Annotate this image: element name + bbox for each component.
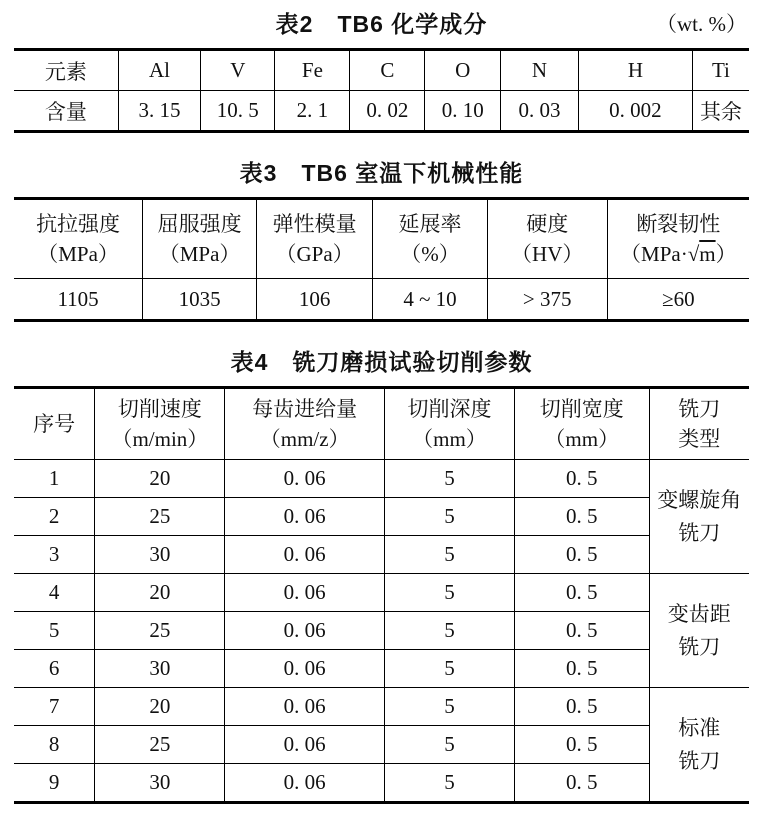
t3-header-name: 硬度 [526, 211, 569, 236]
table2-chemical-composition [14, 48, 749, 133]
t4-cutter-type-group-2 [649, 574, 749, 688]
table3-mechanical-properties [14, 197, 749, 322]
table2-header-row [14, 50, 749, 91]
t4-header-line: 切削深度 [407, 396, 492, 421]
table2-title: 表2 TB6 化学成分 [275, 11, 488, 37]
t4-header-line: 铣刀 [678, 396, 721, 421]
t4-header-cell-cutter-type [649, 388, 749, 460]
t4-header-line: 序号 [33, 411, 76, 436]
t3-header-unit-sqrt: （MPa·√m） [620, 242, 737, 266]
t3-header-cell [487, 199, 607, 279]
t3-header-unit: （%） [400, 242, 460, 266]
t2-header-cell: Ti [692, 50, 749, 91]
t4-cell-width: 0. 5 [515, 536, 650, 574]
t3-header-unit: （GPa） [275, 242, 354, 266]
table4-row [14, 612, 749, 650]
t4-header-cell [95, 388, 225, 460]
table4-title: 表4 铣刀磨损试验切削参数 [230, 349, 533, 375]
t3-value-cell: 106 [257, 279, 373, 321]
t3-header-cell [373, 199, 488, 279]
t3-value-cell: 1105 [14, 279, 143, 321]
t4-cell-depth: 5 [384, 574, 514, 612]
t4-cell-speed: 25 [95, 612, 225, 650]
table3-caption-row [14, 157, 749, 189]
t2-value-cell: 0. 002 [578, 91, 692, 132]
t2-header-cell: O [425, 50, 501, 91]
table2-unit-note: （wt. %） [656, 12, 747, 36]
t4-cell-feed: 0. 06 [225, 688, 384, 726]
t4-group-line: 变螺旋角 [657, 487, 742, 512]
t3-header-unit: （MPa） [37, 242, 119, 266]
table4-row [14, 726, 749, 764]
t4-cell-no: 1 [14, 460, 95, 498]
table2-value-row [14, 91, 749, 132]
table2-caption-row [14, 8, 749, 40]
t4-cell-no: 3 [14, 536, 95, 574]
t2-value-cell: 3. 15 [118, 91, 200, 132]
t4-cell-speed: 25 [95, 726, 225, 764]
t4-cell-feed: 0. 06 [225, 460, 384, 498]
table4-cutting-parameters [14, 386, 749, 804]
t4-cell-depth: 5 [384, 688, 514, 726]
t4-cutter-type-group-1 [649, 460, 749, 574]
t4-cell-speed: 20 [95, 460, 225, 498]
t4-header-line: （mm） [412, 427, 487, 451]
t4-cell-speed: 30 [95, 764, 225, 803]
t2-header-cell: C [350, 50, 425, 91]
t4-header-cell [515, 388, 650, 460]
t4-header-cell [225, 388, 384, 460]
t4-header-line: （mm/z） [259, 427, 350, 451]
t4-cell-width: 0. 5 [515, 650, 650, 688]
t4-group-line: 标准 [678, 715, 721, 740]
t4-header-line: 切削宽度 [539, 396, 624, 421]
t4-cell-no: 7 [14, 688, 95, 726]
t3-header-name: 断裂韧性 [636, 211, 721, 236]
t4-cell-feed: 0. 06 [225, 726, 384, 764]
table3-title: 表3 TB6 室温下机械性能 [239, 160, 524, 186]
t4-cell-width: 0. 5 [515, 688, 650, 726]
t4-cell-width: 0. 5 [515, 764, 650, 803]
t2-value-cell: 0. 03 [501, 91, 579, 132]
t4-cell-no: 4 [14, 574, 95, 612]
t4-cell-width: 0. 5 [515, 726, 650, 764]
t4-header-line: 切削速度 [117, 396, 202, 421]
t4-header-line: 类型 [678, 427, 721, 451]
t3-value-cell: 1035 [143, 279, 257, 321]
t4-group-line: 变齿距 [667, 601, 731, 626]
t4-cell-feed: 0. 06 [225, 612, 384, 650]
table3-header-row [14, 199, 749, 279]
table4-row [14, 460, 749, 498]
t4-cell-feed: 0. 06 [225, 650, 384, 688]
t2-header-cell: Fe [275, 50, 350, 91]
t2-header-cell: Al [118, 50, 200, 91]
t4-cell-depth: 5 [384, 536, 514, 574]
t2-value-cell: 10. 5 [201, 91, 275, 132]
t2-value-cell: 其余 [692, 91, 749, 132]
t4-cell-speed: 25 [95, 498, 225, 536]
t4-cell-width: 0. 5 [515, 498, 650, 536]
t4-cell-no: 6 [14, 650, 95, 688]
t3-value-cell: ≥60 [607, 279, 749, 321]
t3-header-name: 延展率 [398, 211, 462, 236]
t4-cell-depth: 5 [384, 650, 514, 688]
t4-cell-speed: 20 [95, 574, 225, 612]
t3-header-name: 屈服强度 [157, 211, 242, 236]
t4-header-line: （m/min） [111, 427, 209, 451]
t4-cell-depth: 5 [384, 764, 514, 803]
t2-header-cell: V [201, 50, 275, 91]
t4-group-line: 铣刀 [678, 748, 721, 773]
t3-header-name: 抗拉强度 [36, 211, 121, 236]
table4-row [14, 764, 749, 803]
t4-cutter-type-group-3 [649, 688, 749, 803]
t4-cell-depth: 5 [384, 726, 514, 764]
table3-value-row [14, 279, 749, 321]
t2-value-cell: 0. 02 [350, 91, 425, 132]
t4-cell-feed: 0. 06 [225, 536, 384, 574]
t4-cell-no: 2 [14, 498, 95, 536]
t4-cell-speed: 30 [95, 536, 225, 574]
t3-header-cell-fracture-toughness [607, 199, 749, 279]
t4-cell-width: 0. 5 [515, 612, 650, 650]
t2-header-cell: 元素 [14, 50, 118, 91]
t4-cell-width: 0. 5 [515, 460, 650, 498]
t3-value-cell: > 375 [487, 279, 607, 321]
table4-caption-row [14, 346, 749, 378]
t3-header-cell [143, 199, 257, 279]
t4-header-line: 每齿进给量 [252, 396, 358, 421]
t4-header-line: （mm） [544, 427, 620, 451]
table4-row [14, 650, 749, 688]
t2-value-cell: 0. 10 [425, 91, 501, 132]
t2-header-cell: H [578, 50, 692, 91]
t4-cell-depth: 5 [384, 498, 514, 536]
t4-cell-no: 5 [14, 612, 95, 650]
t4-cell-no: 9 [14, 764, 95, 803]
t4-group-line: 铣刀 [678, 634, 721, 659]
t4-cell-width: 0. 5 [515, 574, 650, 612]
t3-header-name: 弹性模量 [272, 211, 357, 236]
t4-group-line: 铣刀 [678, 520, 721, 545]
t4-cell-speed: 30 [95, 650, 225, 688]
t4-cell-speed: 20 [95, 688, 225, 726]
t3-value-cell: 4 ~ 10 [373, 279, 488, 321]
table4-header-row [14, 388, 749, 460]
t4-cell-feed: 0. 06 [225, 574, 384, 612]
t4-cell-depth: 5 [384, 612, 514, 650]
table4-row [14, 536, 749, 574]
t3-header-cell [14, 199, 143, 279]
t3-header-cell [257, 199, 373, 279]
t3-header-unit: （HV） [511, 242, 584, 266]
t2-value-cell: 含量 [14, 91, 118, 132]
t4-cell-feed: 0. 06 [225, 764, 384, 803]
t2-header-cell: N [501, 50, 579, 91]
table4-row [14, 498, 749, 536]
t2-value-cell: 2. 1 [275, 91, 350, 132]
t4-header-cell [384, 388, 514, 460]
t3-header-unit: （MPa） [158, 242, 241, 266]
table4-row [14, 688, 749, 726]
t4-cell-no: 8 [14, 726, 95, 764]
t4-header-cell [14, 388, 95, 460]
table4-row [14, 574, 749, 612]
t4-cell-feed: 0. 06 [225, 498, 384, 536]
t4-cell-depth: 5 [384, 460, 514, 498]
